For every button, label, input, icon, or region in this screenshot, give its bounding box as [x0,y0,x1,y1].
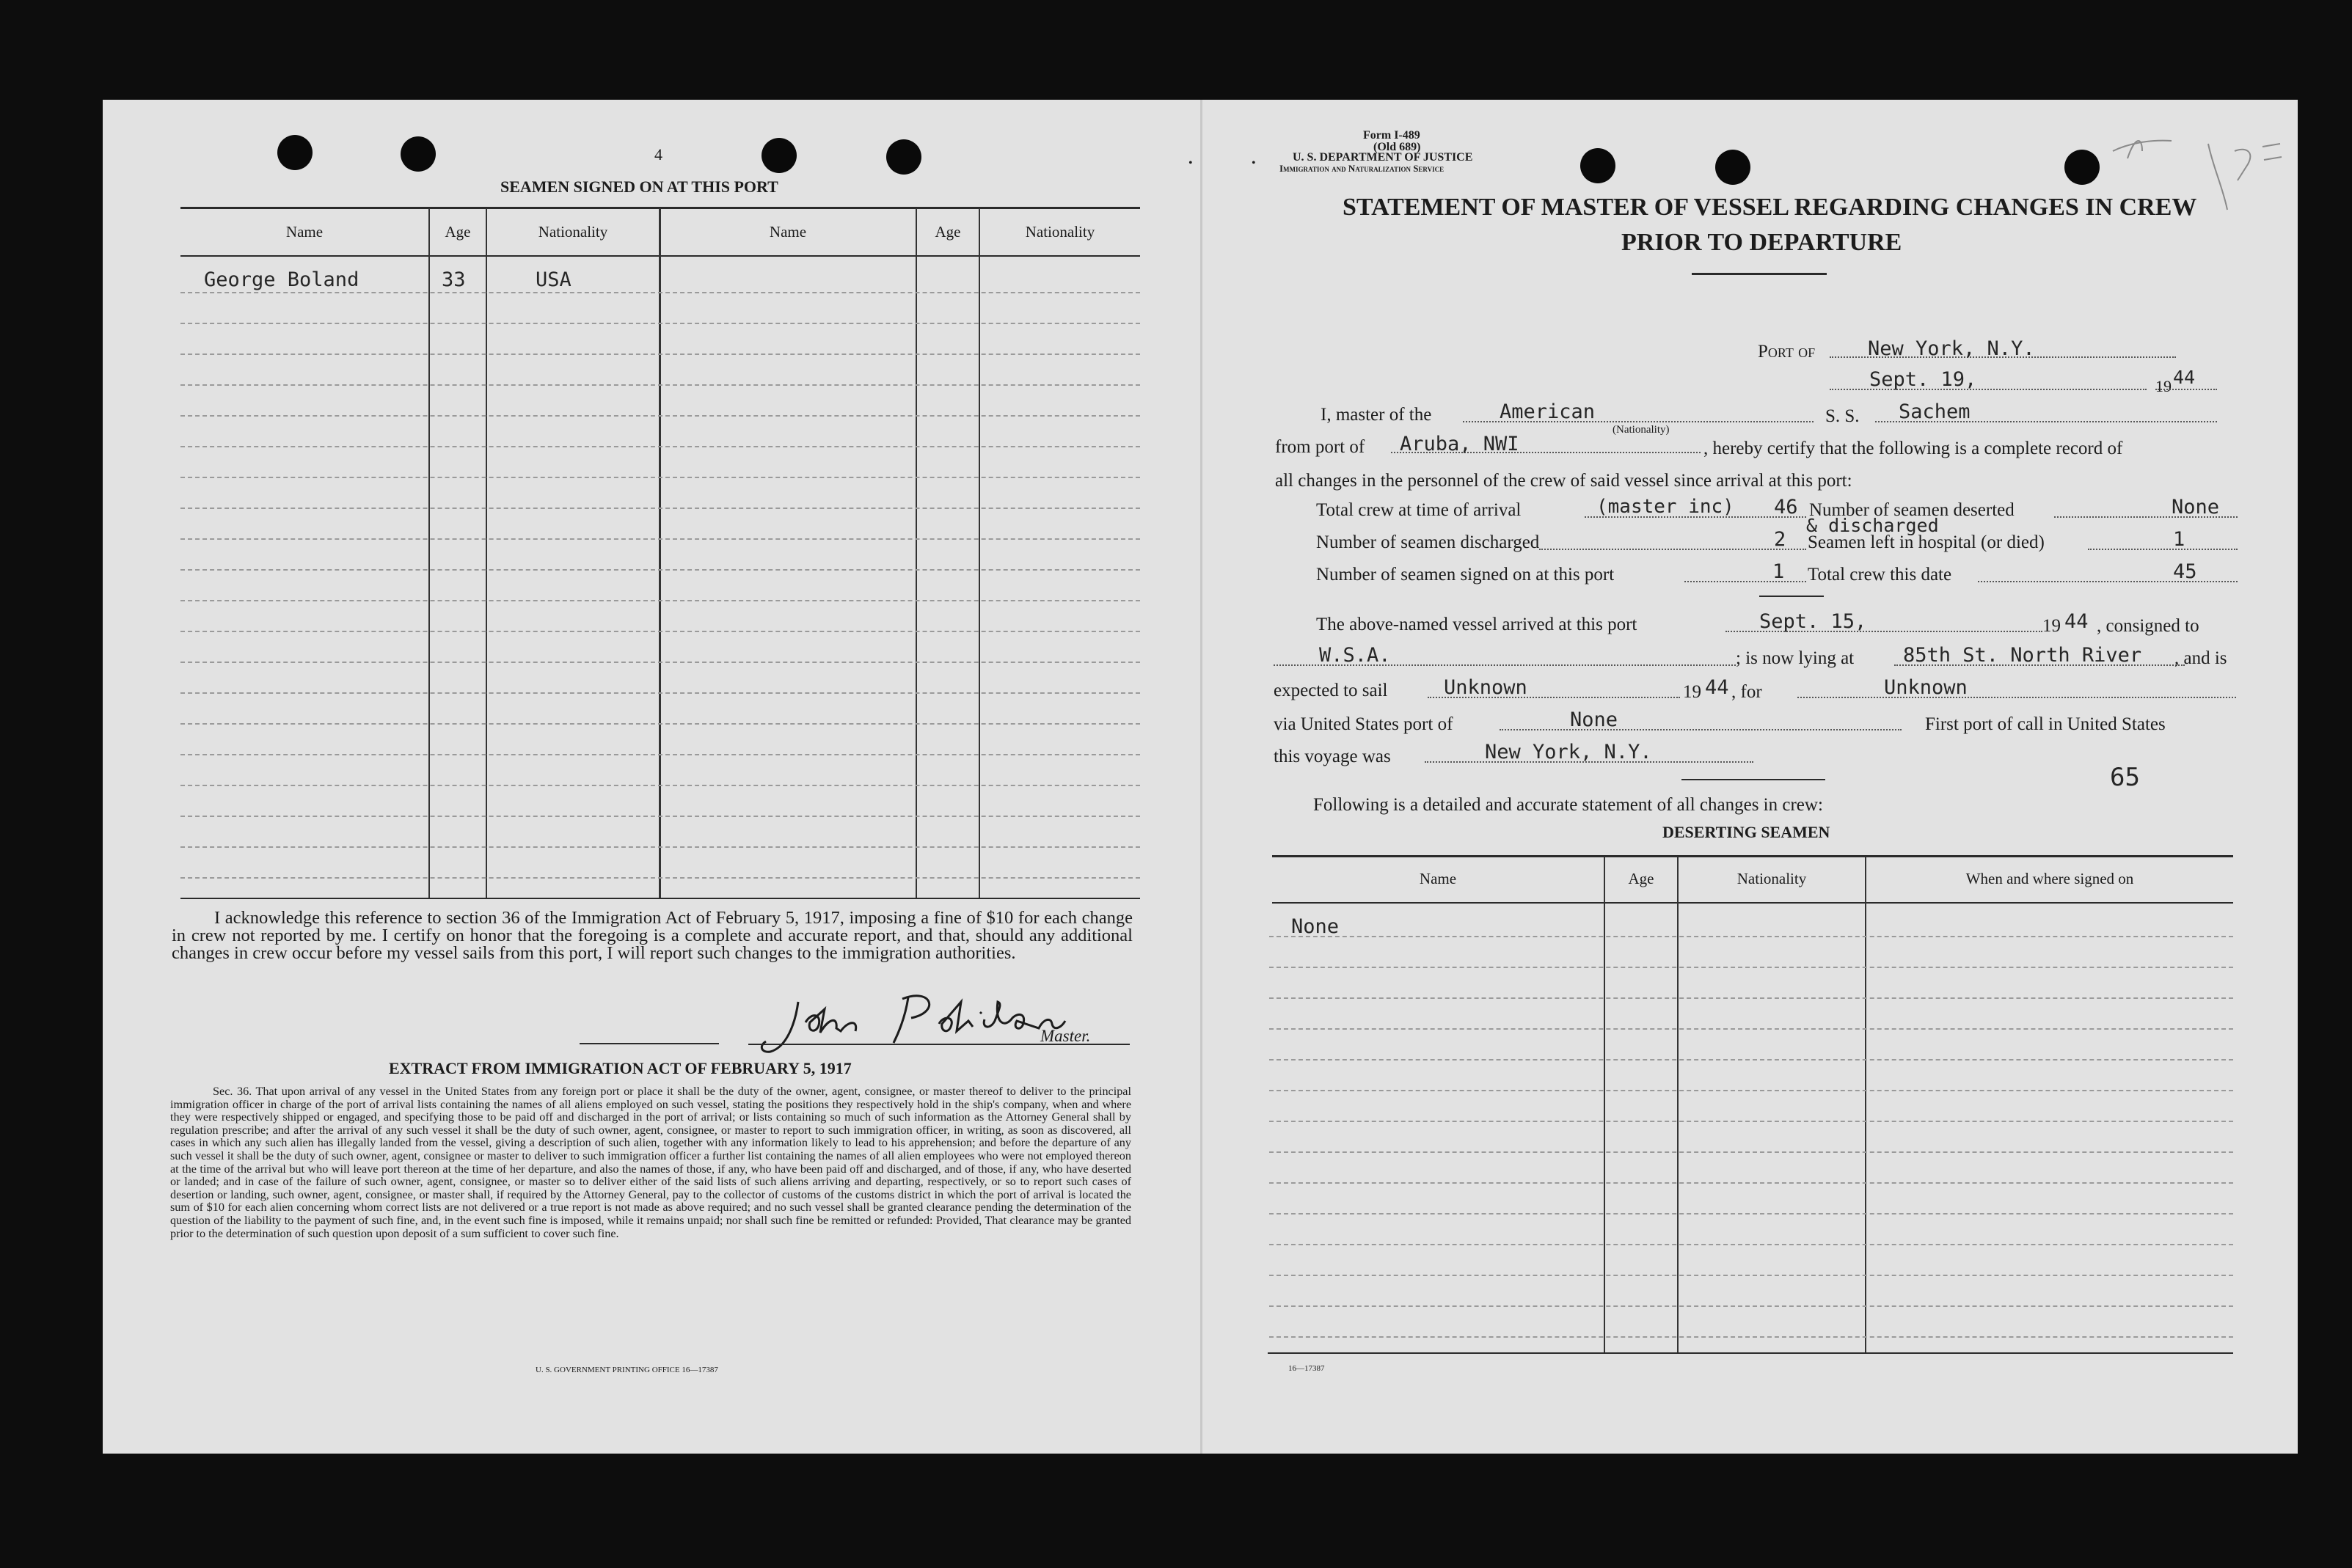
signed-on-value: 1 [1772,560,1785,583]
discharged-label: Number of seamen discharged [1316,532,1540,552]
nationality-caption: (Nationality) [1613,424,1670,436]
certify-text: , hereby certify that the following is a complete record of [1703,439,2123,458]
deserting-header-name: Name [1419,870,1457,887]
field-line [1684,581,1806,582]
from-port-value: Aruba, NWI [1400,433,1519,455]
pencil-annotation [2098,122,2289,224]
and-is-label: , and is [2174,648,2227,668]
punch-hole [277,135,313,170]
printer-mark: U. S. GOVERNMENT PRINTING OFFICE 16—17387 [536,1366,718,1374]
total-crew-date-label: Total crew this date [1808,565,1952,585]
punch-hole [401,136,436,172]
header-age: Age [935,223,961,241]
sail-year-prefix: 19 [1683,682,1701,702]
via-label: via United States port of [1274,714,1453,734]
arrival-year-value: 44 [2064,610,2089,633]
signed-on-nationality: USA [536,268,571,291]
deserting-name-value: None [1291,915,1340,938]
nationality-value: American [1500,400,1596,423]
form-subtitle: PRIOR TO DEPARTURE [1621,229,1902,256]
ss-label: S. S. [1825,406,1860,426]
deserted-label: Number of seamen deserted [1809,500,2015,520]
field-line [1797,697,2236,698]
header-nationality: Nationality [538,223,608,241]
signed-on-label: Number of seamen signed on at this port [1316,565,1615,585]
first-port-value: New York, N.Y. [1485,741,1652,763]
for-label: , for [1731,682,1762,702]
table-bottom-rule [180,898,1140,899]
page-number: 4 [654,145,662,164]
lying-at-value: 85th St. North River [1903,644,2142,667]
deserting-header-signed-on: When and where signed on [1965,870,2134,887]
service-name: Immigration and Naturalization Service [1279,163,1445,174]
title-rule [1692,273,1827,275]
deserting-table-top [1272,855,2233,857]
extract-text: Sec. 36. That upon arrival of any vessel in the United States from any foreign port or place it shall be the duty of the owner, agent, consignee, or master thereof to deliver to the principal immigration officer in charge of the port of arrival lists containing the names of all aliens employed on such vessel, stating the positions they respectively hold in the ship's company, when and where they were respectively shipped or engaged, and specifying those to be paid off and discharged in the port of arrival; or lists containing so much of such information as the Attorney General shall by regulation prescribe; and after the arrival of any such vessel it shall be the duty of such owner, agent, consignee, or master to report to such immigration officer, in writing, as soon as discovered, all cases in which any such alien has illegally landed from the vessel, giving a description of such alien, together with any information likely to lead to his apprehension; and before the departure of any such vessel it shall be the duty of such owner, agent, consignee or master to deliver to such immigration officer a further list containing the names of all alien employees who were not employed thereon at the time of the arrival but who will leave port thereon at the time of her departure, and also the names of those, if any, who have been paid off and discharged, and of those, if any, who have deserted or landed; and in case of the failure of such owner, agent, consignee, or master so to deliver either of the said lists of such aliens arriving and departing, respectively, or so to report such cases of desertion or landing, such owner, agent, consignee, or master shall, if required by the Attorney General, pay to the collector of customs of the customs district in which the port of arrival is located the sum of $10 for each alien concerning whom correct lists are not delivered or a true report is not made as above required; and no such vessel shall be granted clearance pending the determination of the question of the liability to the payment of such fine, and, in the event such fine is imposed, while it remains unpaid; nor shall such fine be remitted or refunded: Provided, That clearance may be granted prior to the determination of such question upon deposit of a sum sufficient to cover such fine. [170,1085,1131,1240]
vessel-value: Sachem [1899,400,1971,423]
master-of-label: I, master of the [1321,405,1432,425]
punch-hole [886,139,921,175]
hospital-value: 1 [2173,528,2185,551]
voyage-rule [1681,779,1825,780]
expected-label: expected to sail [1274,681,1388,700]
acknowledgment-text: I acknowledge this reference to section 36 of the Immigration Act of February 5, 1917, imposing a fine of $10 for each change in crew not reported by me. I certify on honor that the foregoing is a complete and accurate report, and that, should any additional changes in crew occur before my vessel sails from this port, I will report such changes to the immigration authorities. [172,908,1133,963]
deserting-header-nationality: Nationality [1736,870,1807,887]
sail-date-value: Unknown [1444,676,1527,699]
field-line [1585,516,1806,518]
first-port-label: First port of call in United States [1925,714,2166,734]
arrival-year-prefix: 19 [2042,616,2061,636]
this-voyage-label: this voyage was [1274,747,1391,766]
arrived-label: The above-named vessel arrived at this port [1316,615,1637,634]
destination-value: Unknown [1884,676,1968,699]
year-value: 44 [2173,367,2196,388]
port-label: Port of [1758,342,1816,362]
field-line [1539,549,1806,550]
header-name: Name [285,223,324,241]
header-nationality: Nationality [1025,223,1095,241]
column-divider [659,208,661,899]
bullet-mark: • [1188,157,1193,169]
field-line [1500,729,1902,730]
crew-summary-rule [1759,596,1824,597]
extract-title: EXTRACT FROM IMMIGRATION ACT OF FEBRUARY 5, 1917 [389,1059,852,1077]
total-crew-arrival-label: Total crew at time of arrival [1316,500,1522,520]
all-changes-text: all changes in the personnel of the crew of said vessel since arrival at this port: [1275,471,1852,491]
via-port-value: None [1570,708,1618,731]
following-text: Following is a detailed and accurate statement of all changes in crew: [1313,795,1823,815]
year-field-line [2155,389,2217,390]
margin-number: 65 [2110,763,2140,792]
divider-rule [580,1043,719,1044]
consigned-label: , consigned to [2097,616,2199,636]
field-line [1978,581,2238,582]
form-old-number: (Old 689) [1373,141,1421,153]
deserting-header-age: Age [1628,870,1654,887]
section-title: SEAMEN SIGNED ON AT THIS PORT [500,177,778,196]
signed-on-name: George Boland [204,268,359,291]
master-signature [748,980,1144,1060]
field-line [2088,549,2238,550]
hospital-label: Seamen left in hospital (or died) [1808,532,2045,552]
punch-hole [762,138,797,173]
column-divider [979,208,980,899]
punch-hole [2064,150,2100,185]
form-title: STATEMENT OF MASTER OF VESSEL REGARDING CHANGES IN CREW [1343,194,2197,221]
bullet-mark: • [1252,157,1256,169]
header-age: Age [445,223,471,241]
discharged-note: & discharged [1806,515,1939,536]
department-name: U. S. DEPARTMENT OF JUSTICE [1293,151,1473,164]
column-divider [1677,857,1679,1354]
signature-role: Master. [1040,1027,1091,1045]
sail-year-value: 44 [1705,676,1729,699]
arrival-date-value: Sept. 15, [1759,610,1867,633]
header-name: Name [769,223,807,241]
signed-on-age: 33 [442,268,466,291]
total-crew-arrival-note: (master inc) [1596,496,1734,518]
column-divider [1604,857,1605,1354]
consignee-value: W.S.A. [1319,644,1391,667]
form-number: Form I-489 [1363,129,1420,142]
deserting-table-header-rule [1272,902,2233,904]
column-divider [486,208,487,899]
column-divider [916,208,917,899]
punch-hole [1715,150,1750,185]
left-page [103,100,1202,1454]
date-value: Sept. 19, [1869,368,1977,391]
lying-label: ; is now lying at [1736,648,1855,668]
punch-hole [1580,148,1615,183]
column-divider [428,208,430,899]
port-value: New York, N.Y. [1868,337,2035,360]
deserting-table-bottom [1268,1352,2233,1354]
deserted-value: None [2172,496,2220,519]
column-divider [1865,857,1866,1354]
from-port-label: from port of [1275,437,1365,457]
year-prefix: 19 [2155,377,2172,395]
total-crew-arrival-value: 46 [1774,496,1798,519]
page-fold [1200,100,1202,1454]
footer-mark: 16—17387 [1288,1364,1325,1373]
deserting-title: DESERTING SEAMEN [1662,823,1830,841]
discharged-value: 2 [1774,528,1786,551]
total-crew-date-value: 45 [2173,560,2197,583]
